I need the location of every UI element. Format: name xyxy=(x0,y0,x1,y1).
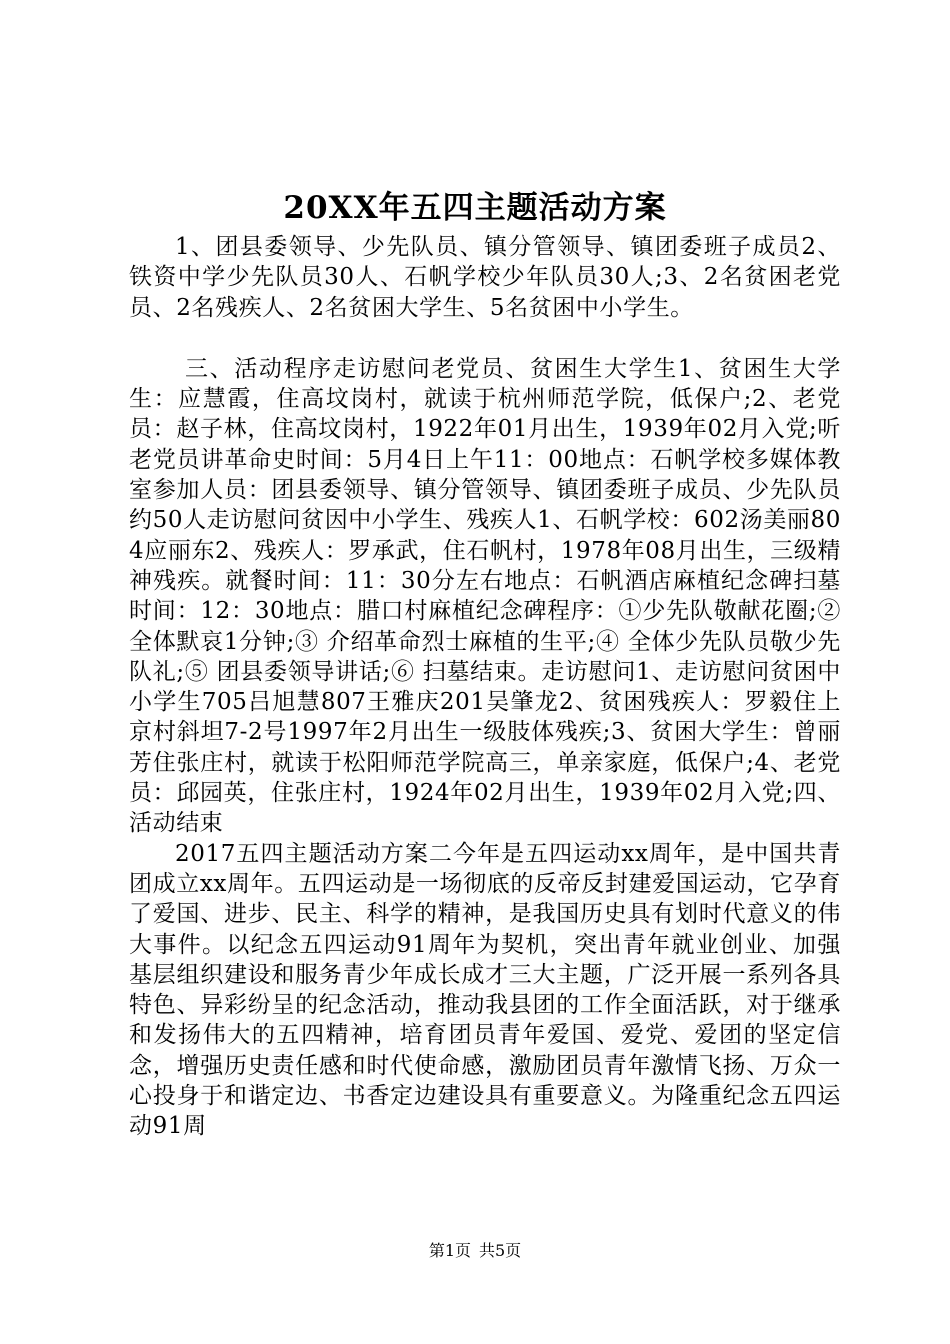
paragraph-plan-two: 2017五四主题活动方案二今年是五四运动xx周年，是中国共青团成立xx周年。五四运动是一场彻底的反帝反封建爱国运动，它孕育了爱国、进步、民主、科学的精神，是我国历史具有划时代意义的伟大事件。以纪念五四运动91周年为契机，突出青年就业创业、加强基层组织建设和服务青少年成长成才三大主题，广泛开展一系列各具特色、异彩纷呈的纪念活动，推动我县团的工作全面活跃，对于继承和发扬伟大的五四精神，培育团员青年爱国、爱党、爱团的坚定信念，增强历史责任感和时代使命感，激励团员青年激情飞扬、万众一心投身于和谐定边、书香定边建设具有重要意义。为隆重纪念五四运动91周 xyxy=(129,840,841,1140)
paragraph-activity-program: 三、活动程序走访慰问老党员、贫困生大学生1、贫困生大学生：应慧霞，住高坟岗村，就读于杭州师范学院，低保户;2、老党员：赵子林，住高坟岗村，1922年01月出生，1939年02月入党;听老党员讲革命史时间：5月4日上午11：00地点：石帆学校多媒体教室参加人员：团县委领导、镇分管领导、镇团委班子成员、少先队员约50人走访慰问贫因中小学生、残疾人1、石帆学校：602汤美丽804应丽东2、残疾人：罗承武，住石帆村，1978年08月出生，三级精神残疾。就餐时间：11：30分左右地点：石帆酒店麻植纪念碑扫墓时间：12：30地点：腊口村麻植纪念碑程序：①少先队敬献花圈;② 全体默哀1分钟;③ 介绍革命烈士麻植的生平;④ 全体少先队员敬少先队礼;⑤ 团县委领导讲话;⑥ 扫墓结束。走访慰问1、走访慰问贫困中小学生705吕旭慧807王雅庆201吴肇龙2、贫困残疾人：罗毅住上京村斜坦7-2号1997年2月出生一级肢体残疾;3、贫困大学生：曾丽芳住张庄村，就读于松阳师范学院高三，单亲家庭，低保户;4、老党员：邱园英，住张庄村，1924年02月出生，1939年02月入党;四、活动结束 xyxy=(129,355,841,837)
document-body xyxy=(129,232,841,1142)
page-total: 共5页 xyxy=(479,1241,522,1260)
page-footer xyxy=(0,1240,950,1262)
document-title: 20XX年五四主题活动方案 xyxy=(283,190,667,226)
page-number: 第1页 xyxy=(428,1241,471,1260)
paragraph-participants: 1、团县委领导、少先队员、镇分管领导、镇团委班子成员2、铁资中学少先队员30人、石帆学校少年队员30人;3、2名贫困老党员、2名残疾人、2名贫困大学生、5名贫困中小学生。 xyxy=(129,234,841,321)
